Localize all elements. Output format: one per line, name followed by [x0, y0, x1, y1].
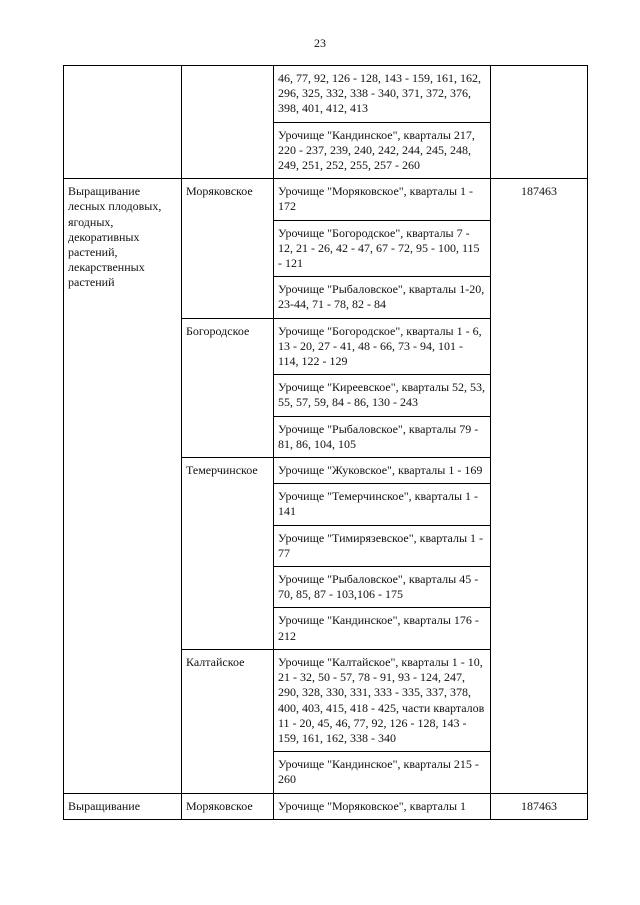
table-row: [64, 793, 588, 819]
tract-cell: Урочище "Рыбаловское", кварталы 45 - 70, 85, 87 - 103,106 - 175: [274, 567, 491, 608]
tract-cell: Урочище "Калтайское", кварталы 1 - 10, 21 - 32, 50 - 57, 78 - 91, 93 - 124, 247, 290, 328, 330, 331, 333 - 335, 337, 378, 400, 403, 415, 418 - 425, части кварталов 11 - 20, 45, 46, 77, 92, 126 - 128, 143 - 159, 161, 162, 338 - 340: [274, 649, 491, 751]
tract-cell: Урочище "Кандинское", кварталы 215 - 260: [274, 752, 491, 793]
tract-cell: Урочище "Киреевское", кварталы 52, 53, 55, 57, 59, 84 - 86, 130 - 243: [274, 375, 491, 416]
forest-use-table: [63, 65, 588, 820]
forestry-cell: Калтайское: [182, 649, 274, 793]
forestry-cell: Темерчинское: [182, 458, 274, 650]
tract-cell: Урочище "Моряковское", кварталы 1: [274, 793, 491, 819]
table-row: [64, 66, 588, 123]
area-cell: 187463: [491, 179, 588, 793]
table-row: [64, 179, 588, 220]
activity-cell: [64, 66, 182, 179]
area-cell: [491, 66, 588, 179]
tract-cell: Урочище "Кандинское", кварталы 176 - 212: [274, 608, 491, 649]
tract-cell: Урочище "Жуковское", кварталы 1 - 169: [274, 458, 491, 484]
tract-cell: Урочище "Богородское", кварталы 7 - 12, 21 - 26, 42 - 47, 67 - 72, 95 - 100, 115 - 121: [274, 220, 491, 277]
tract-cell: Урочище "Кандинское", кварталы 217, 220 - 237, 239, 240, 242, 244, 245, 248, 249, 251, 252, 255, 257 - 260: [274, 122, 491, 179]
tract-cell: Урочище "Рыбаловское", кварталы 1-20, 23-44, 71 - 78, 82 - 84: [274, 277, 491, 318]
tract-cell: Урочище "Рыбаловское", кварталы 79 - 81, 86, 104, 105: [274, 416, 491, 457]
tract-cell: Урочище "Темерчинское", кварталы 1 - 141: [274, 484, 491, 525]
activity-cell: Выращивание лесных плодовых, ягодных, декоративных растений, лекарственных растений: [64, 179, 182, 793]
forestry-cell: Богородское: [182, 318, 274, 457]
tract-cell: 46, 77, 92, 126 - 128, 143 - 159, 161, 162, 296, 325, 332, 338 - 340, 371, 372, 376, 398, 401, 412, 413: [274, 66, 491, 123]
forestry-cell: [182, 66, 274, 179]
area-cell: 187463: [491, 793, 588, 819]
tract-cell: Урочище "Тимирязевское", кварталы 1 - 77: [274, 525, 491, 566]
activity-cell: Выращивание: [64, 793, 182, 819]
forestry-cell: Моряковское: [182, 793, 274, 819]
page-number: 23: [314, 36, 326, 50]
tract-cell: Урочище "Моряковское", кварталы 1 - 172: [274, 179, 491, 220]
tract-cell: Урочище "Богородское", кварталы 1 - 6, 13 - 20, 27 - 41, 48 - 66, 73 - 94, 101 - 114, 122 - 129: [274, 318, 491, 375]
forestry-cell: Моряковское: [182, 179, 274, 318]
